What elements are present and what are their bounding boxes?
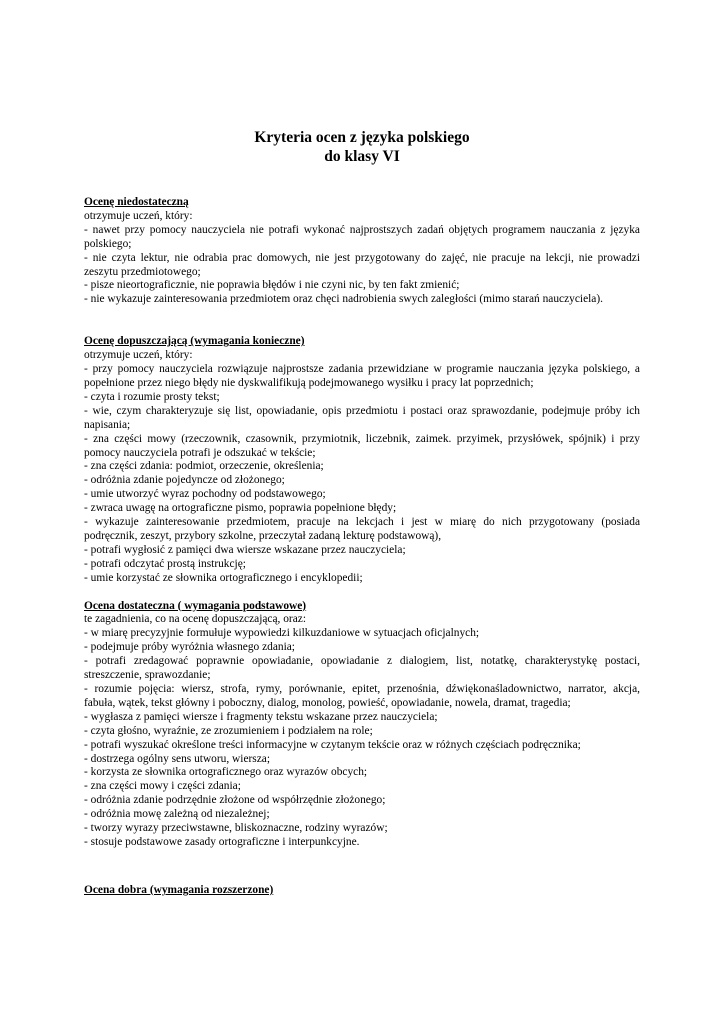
text-line: - w miarę precyzyjnie formułuje wypowiedzi kilkuzdaniowe w sytuacjach oficjalnych; bbox=[84, 627, 480, 640]
section-dobra bbox=[84, 884, 640, 898]
text-line: - rozumie pojęcia: wiersz, strofa, rymy, porównanie, epitet, przenośnia, dźwiękonaśladownictwo, narrator, akcja, bbox=[84, 683, 640, 695]
section-dopuszczajaca bbox=[84, 335, 640, 585]
section-spacer bbox=[84, 307, 640, 335]
text-line: - korzysta ze słownika ortograficznego oraz wyrazów obcych; bbox=[84, 766, 368, 779]
text-line: - dostrzega ogólny sens utworu, wiersza; bbox=[84, 752, 270, 765]
text-line: - czyta i rozumie prosty tekst; bbox=[84, 390, 220, 403]
section-spacer bbox=[84, 586, 640, 600]
text-line: - pisze nieortograficznie, nie poprawia błędów i nie czyni nic, by ten fakt zmienić; bbox=[84, 279, 460, 292]
text-line: te zagadnienia, co na ocenę dopuszczającą, oraz: bbox=[84, 613, 306, 626]
section-spacer bbox=[84, 850, 640, 884]
text-line: - zna części mowy (rzeczownik, czasownik, przymiotnik, liczebnik, zaimek. przyimek, przysłówek, spójnik) i przy bbox=[84, 432, 640, 445]
text-line: - potrafi zredagować poprawnie opowiadanie, opowiadanie z dialogiem, list, notatkę, charakterystykę postaci, bbox=[84, 655, 640, 668]
section-heading: Ocenę niedostateczną bbox=[84, 196, 189, 208]
text-line: - odróżnia mowę zależną od niezależnej; bbox=[84, 808, 270, 821]
section-heading: Ocenę dopuszczającą (wymagania konieczne) bbox=[84, 335, 305, 348]
text-line: - wygłasza z pamięci wiersze i fragmenty tekstu wskazane przez nauczyciela; bbox=[84, 710, 438, 723]
text-line: - nawet przy pomocy nauczyciela nie potrafi wykonać najprostszych zadań objętych programem nauczania z języka bbox=[84, 223, 640, 236]
text-line: - nie czyta lektur, nie odrabia prac domowych, nie jest przygotowany do zajęć, nie pracuje na lekcji, nie prowadzi bbox=[84, 251, 640, 264]
text-line: popełnione przez niego błędy nie dyskwalifikują podejmowanego wysiłku i pracy lat poprzednich; bbox=[84, 376, 534, 389]
text-line: - zwraca uwagę na ortograficzne pismo, poprawia popełnione błędy; bbox=[84, 502, 397, 515]
text-line: - potrafi wyszukać określone treści informacyjne w czytanym tekście oraz w różnych częściach podręcznika; bbox=[84, 738, 581, 751]
title-line-1: Kryteria ocen z języka polskiego bbox=[254, 129, 470, 146]
document-body bbox=[84, 196, 640, 898]
text-line: - zna części zdania: podmiot, orzeczenie, określenia; bbox=[84, 460, 324, 473]
text-line: - potrafi wygłosić z pamięci dwa wiersze wskazane przez nauczyciela; bbox=[84, 543, 406, 556]
text-line: pomocy nauczyciela potrafi je odszukać w tekście; bbox=[84, 446, 316, 459]
text-line: - nie wykazuje zainteresowania przedmiotem oraz chęci nadrobienia swych zaległości (mimo starań nauczyciela). bbox=[84, 293, 603, 306]
text-line: - odróżnia zdanie pojedyncze od złożonego; bbox=[84, 474, 285, 487]
text-line: - umie utworzyć wyraz pochodny od podstawowego; bbox=[84, 488, 326, 501]
text-line: - tworzy wyrazy przeciwstawne, bliskoznaczne, rodziny wyrazów; bbox=[84, 822, 388, 835]
text-line: podręcznik, zeszyt, przybory szkolne, przeczytał zadaną lekturę podstawową), bbox=[84, 529, 442, 542]
text-line: fabuła, wątek, tekst główny i poboczny, dialog, monolog, powieść, opowiadanie, nowela, dramat, tragedia; bbox=[84, 696, 571, 709]
text-line: - czyta głośno, wyraźnie, ze zrozumieniem i podziałem na role; bbox=[84, 724, 373, 737]
text-line: otrzymuje uczeń, który: bbox=[84, 349, 193, 362]
text-line: - odróżnia zdanie podrzędnie złożone od współrzędnie złożonego; bbox=[84, 794, 386, 807]
section-niedostateczna bbox=[84, 196, 640, 307]
text-line: zeszytu przedmiotowego; bbox=[84, 265, 201, 278]
text-line: - przy pomocy nauczyciela rozwiązuje najprostsze zadania przewidziane w programie nauczania języka polskiego, a bbox=[84, 363, 640, 376]
text-line: - umie korzystać ze słownika ortograficznego i encyklopedii; bbox=[84, 571, 363, 584]
section-heading: Ocena dobra (wymagania rozszerzone) bbox=[84, 883, 274, 896]
text-line: - wykazuje zainteresowanie przedmiotem, pracuje na lekcjach i jest w miarę do nich przygotowany (posiada bbox=[84, 516, 640, 529]
text-line: napisania; bbox=[84, 418, 131, 431]
text-line: streszczenie, sprawozdanie; bbox=[84, 669, 211, 682]
text-line: - potrafi odczytać prostą instrukcję; bbox=[84, 557, 246, 570]
text-line: - wie, czym charakteryzuje się list, opowiadanie, opis przedmiotu i postaci oraz sprawozdanie, podejmuje próby ich bbox=[84, 404, 640, 417]
section-heading: Ocena dostateczna ( wymagania podstawowe) bbox=[84, 599, 307, 612]
text-line: - stosuje podstawowe zasady ortograficzne i interpunkcyjne. bbox=[84, 835, 360, 848]
text-line: - zna części mowy i części zdania; bbox=[84, 780, 241, 793]
section-dostateczna bbox=[84, 600, 640, 850]
text-line: otrzymuje uczeń, który: bbox=[84, 209, 193, 222]
text-line: polskiego; bbox=[84, 237, 132, 250]
document-title bbox=[84, 128, 640, 166]
title-line-2: do klasy VI bbox=[324, 148, 400, 165]
text-line: - podejmuje próby wyróżnia własnego zdania; bbox=[84, 641, 295, 654]
